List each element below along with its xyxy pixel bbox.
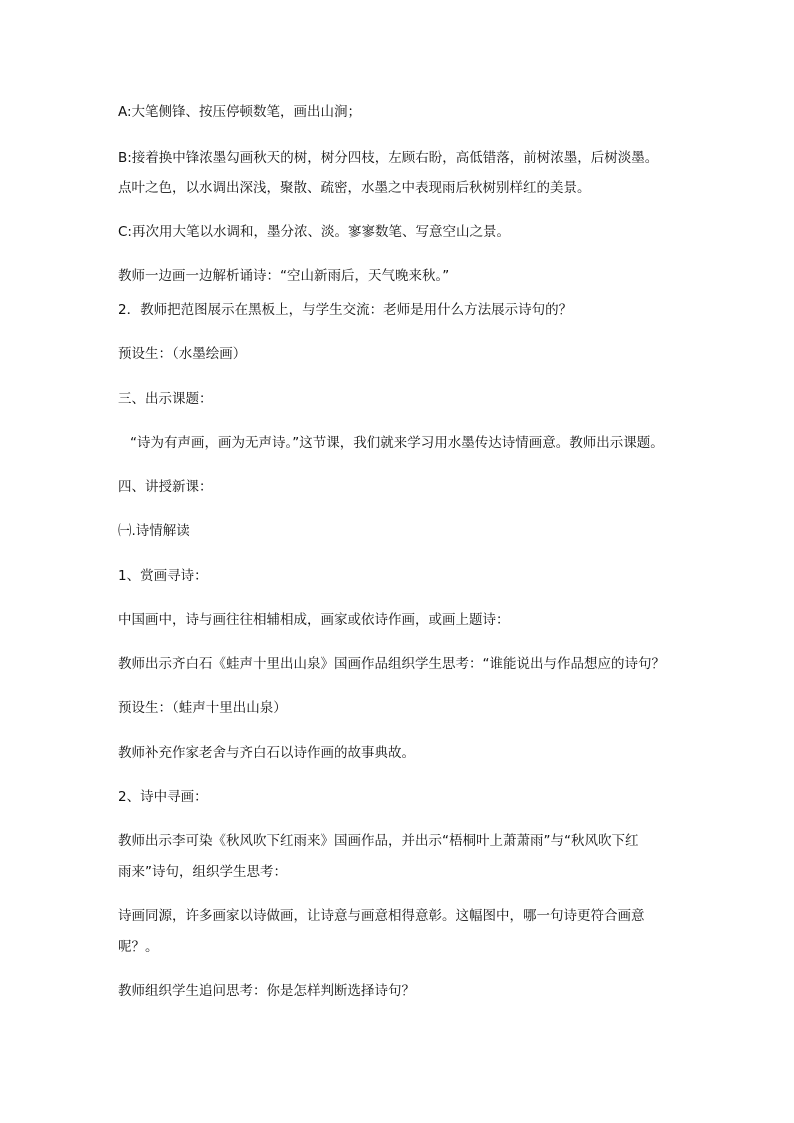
paragraph-li-keran: 教师出示李可染《秋风吹下红雨来》国画作品，并出示“梧桐叶上萧萧雨”与“秋风吹下红 (118, 833, 639, 849)
quote-paragraph: “诗为有声画，画为无声诗。”这节课，我们就来学习用水墨传达诗情画意。教师出示课题。 (130, 435, 664, 451)
step-b-text: B:接着换中锋浓墨勾画秋天的树，树分四枝，左顾右盼，高低错落，前树浓墨，后树淡墨。 (118, 150, 659, 166)
teacher-recite-text: 教师一边画一边解析诵诗：“空山新雨后，天气晚来秋。” (118, 268, 450, 284)
item-heading-2: 2、诗中寻画： (118, 789, 208, 805)
preset-answer-2: 预设生：（蛙声十里出山泉） (118, 700, 287, 716)
paragraph-lao-she: 教师补充作家老舍与齐白石以诗作画的故事典故。 (118, 745, 415, 761)
paragraph-poetry-painting-continued: 呢？。 (118, 939, 159, 955)
paragraph-qi-baishi: 教师出示齐白石《蛙声十里出山泉》国画作品组织学生思考：“谁能说出与作品想应的诗句？ (118, 656, 665, 672)
numbered-item-2: 2．教师把范图展示在黑板上，与学生交流：老师是用什么方法展示诗句的？ (118, 302, 573, 318)
step-a-text: A:大笔侧锋、按压停顿数笔，画出山涧； (118, 104, 362, 120)
step-c-text: C:再次用大笔以水调和，墨分浓、淡。寥寥数笔、写意空山之景。 (118, 224, 510, 240)
paragraph-chinese-painting: 中国画中，诗与画往往相辅相成，画家或依诗作画，或画上题诗： (118, 612, 510, 628)
paragraph-poetry-painting: 诗画同源，许多画家以诗做画，让诗意与画意相得意彰。这幅图中，哪一句诗更符合画意 (118, 908, 645, 924)
section-heading-3: 三、出示课题： (118, 391, 213, 407)
subsection-heading-1: ㈠.诗情解读 (118, 523, 190, 539)
item-heading-1: 1、赏画寻诗： (118, 568, 208, 584)
step-b-text-continued: 点叶之色，以水调出深浅，聚散、疏密，水墨之中表现雨后秋树别样红的美景。 (118, 180, 591, 196)
paragraph-li-keran-continued: 雨来”诗句，组织学生思考： (118, 864, 287, 880)
preset-answer-1: 预设生：（水墨绘画） (118, 346, 247, 362)
section-heading-4: 四、讲授新课： (118, 479, 213, 495)
paragraph-follow-up: 教师组织学生追问思考：你是怎样判断选择诗句？ (118, 983, 415, 999)
